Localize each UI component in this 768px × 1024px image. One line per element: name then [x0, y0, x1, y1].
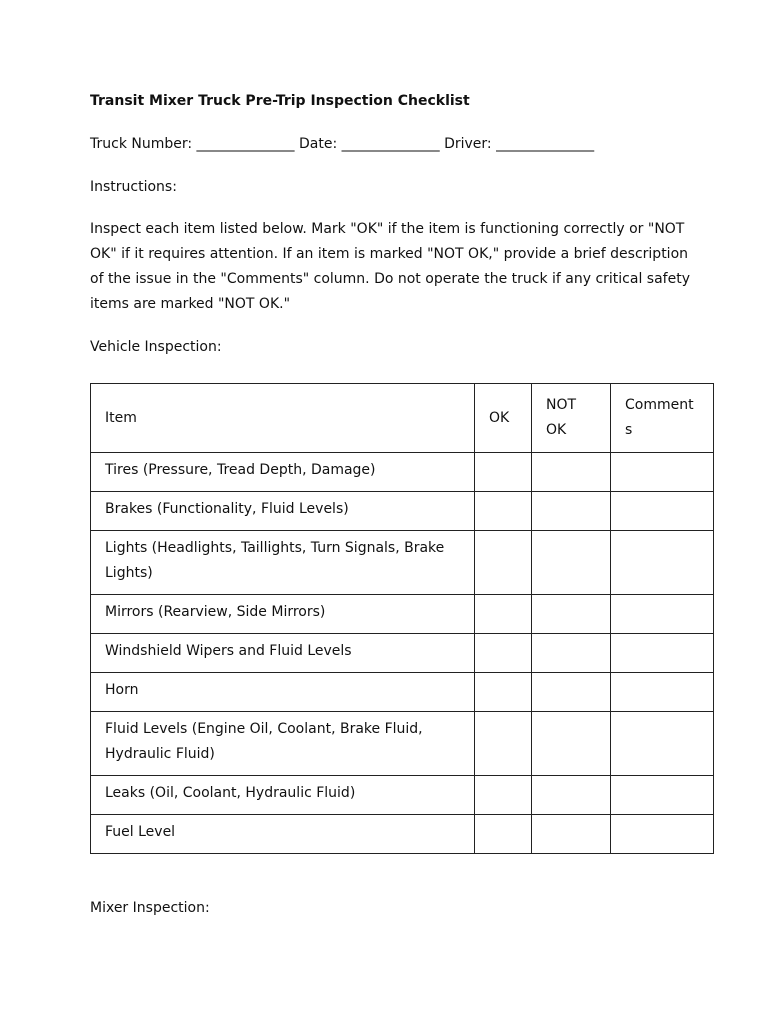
row-item: Fuel Level	[91, 815, 475, 854]
table-row	[91, 673, 714, 712]
row-ok-cell[interactable]	[475, 712, 532, 776]
instructions-text: Inspect each item listed below. Mark "OK" if the item is functioning correctly or "NOT OK" if it requires attention. If an item is marked "NOT OK," provide a brief description of the issue in the "Comments" column. Do not operate the truck if any critical safety items are marked "NOT OK."	[90, 221, 690, 312]
row-not-ok-cell[interactable]	[532, 634, 611, 673]
row-not-ok-cell[interactable]	[532, 595, 611, 634]
row-item: Brakes (Functionality, Fluid Levels)	[91, 492, 475, 531]
table-row	[91, 776, 714, 815]
header-item: Item	[91, 384, 475, 453]
row-comments-cell[interactable]	[611, 776, 714, 815]
header-ok: OK	[475, 384, 532, 453]
row-not-ok-cell[interactable]	[532, 712, 611, 776]
row-ok-cell[interactable]	[475, 492, 532, 531]
row-comments-cell[interactable]	[611, 595, 714, 634]
row-comments-cell[interactable]	[611, 815, 714, 854]
row-comments-cell[interactable]	[611, 453, 714, 492]
row-ok-cell[interactable]	[475, 815, 532, 854]
row-ok-cell[interactable]	[475, 595, 532, 634]
row-item: Windshield Wipers and Fluid Levels	[91, 634, 475, 673]
row-not-ok-cell[interactable]	[532, 453, 611, 492]
row-item: Mirrors (Rearview, Side Mirrors)	[91, 595, 475, 634]
row-item: Lights (Headlights, Taillights, Turn Signals, Brake Lights)	[91, 531, 475, 595]
instructions-label: Instructions:	[90, 179, 177, 195]
row-ok-cell[interactable]	[475, 634, 532, 673]
row-comments-cell[interactable]	[611, 531, 714, 595]
document-title: Transit Mixer Truck Pre-Trip Inspection Checklist	[90, 93, 470, 109]
row-comments-cell[interactable]	[611, 673, 714, 712]
row-not-ok-cell[interactable]	[532, 531, 611, 595]
header-not-ok: NOT OK	[532, 384, 611, 453]
table-header-row	[91, 384, 714, 453]
row-comments-cell[interactable]	[611, 634, 714, 673]
row-ok-cell[interactable]	[475, 531, 532, 595]
row-ok-cell[interactable]	[475, 453, 532, 492]
row-not-ok-cell[interactable]	[532, 815, 611, 854]
row-not-ok-cell[interactable]	[532, 492, 611, 531]
truck-date-driver-line: Truck Number: ______________ Date: ______________ Driver: ______________	[90, 136, 595, 152]
row-item: Tires (Pressure, Tread Depth, Damage)	[91, 453, 475, 492]
row-item: Fluid Levels (Engine Oil, Coolant, Brake Fluid, Hydraulic Fluid)	[91, 712, 475, 776]
row-comments-cell[interactable]	[611, 492, 714, 531]
table-row	[91, 531, 714, 595]
row-comments-cell[interactable]	[611, 712, 714, 776]
table-row	[91, 815, 714, 854]
row-item: Horn	[91, 673, 475, 712]
row-not-ok-cell[interactable]	[532, 673, 611, 712]
table-row	[91, 453, 714, 492]
table-row	[91, 492, 714, 531]
vehicle-inspection-label: Vehicle Inspection:	[90, 339, 222, 355]
row-ok-cell[interactable]	[475, 673, 532, 712]
row-item: Leaks (Oil, Coolant, Hydraulic Fluid)	[91, 776, 475, 815]
table-row	[91, 595, 714, 634]
table-row	[91, 712, 714, 776]
row-not-ok-cell[interactable]	[532, 776, 611, 815]
row-ok-cell[interactable]	[475, 776, 532, 815]
vehicle-inspection-table	[90, 383, 714, 854]
header-comments: Comments	[611, 384, 714, 453]
table-row	[91, 634, 714, 673]
mixer-inspection-label: Mixer Inspection:	[90, 900, 210, 916]
